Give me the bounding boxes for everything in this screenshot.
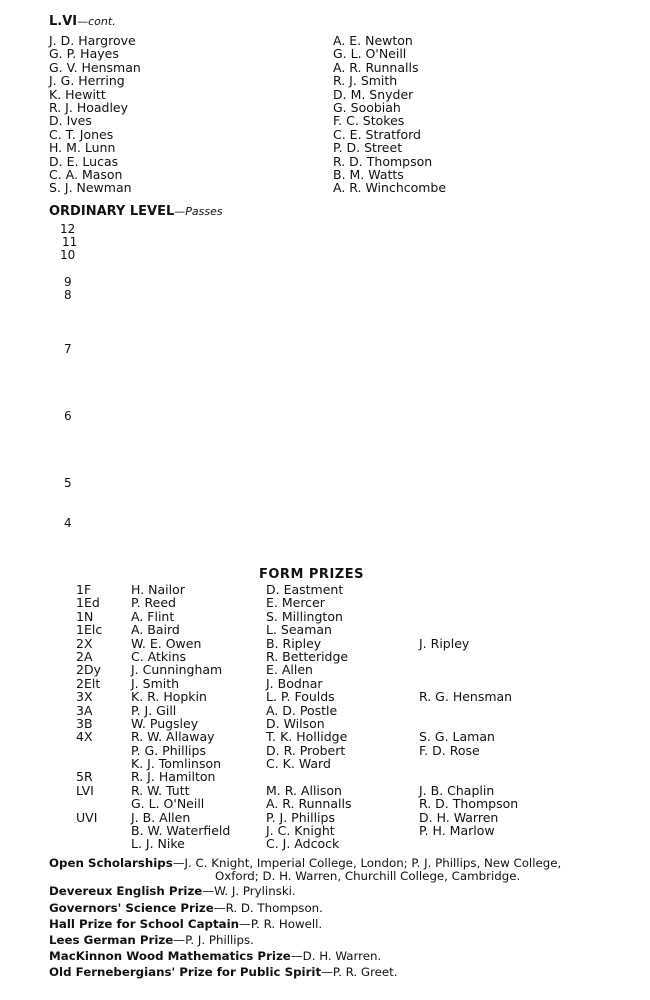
table-cell-form: 1Elc	[76, 622, 103, 638]
lvi-left-column	[49, 34, 141, 195]
prize-line	[49, 885, 296, 898]
table-cell: C. K. Ward	[266, 756, 331, 772]
table-cell: A. D. Postle	[266, 702, 338, 718]
table-cell: R. Betteridge	[266, 648, 349, 664]
table-cell: H. Nailor	[131, 582, 185, 597]
table-cell	[419, 663, 518, 676]
table-cell-form: 1N	[76, 608, 94, 624]
list-item: R. J. Smith	[333, 73, 398, 89]
list-item: G. L. O'Neill	[333, 46, 407, 62]
list-item: S. J. Newman	[49, 180, 132, 196]
table-cell: R. W. Allaway	[131, 729, 215, 745]
table-cell: P. Reed	[131, 595, 176, 611]
table-cell-form	[76, 797, 102, 810]
table-cell: L. P. Foulds	[266, 689, 335, 705]
table-cell	[419, 596, 518, 609]
table-cell-form: 4X	[76, 729, 93, 745]
grade-6: 6	[64, 409, 72, 423]
list-item: C. A. Mason	[49, 166, 123, 182]
grade-7: 7	[64, 342, 72, 356]
list-item: D. Ives	[49, 113, 92, 129]
list-item: P. D. Street	[333, 140, 403, 156]
table-cell-form: 2X	[76, 635, 93, 651]
prize-line	[49, 966, 398, 979]
table-cell	[419, 610, 518, 623]
prize-winner: —P. R. Greet.	[321, 965, 398, 979]
table-cell: E. Allen	[266, 662, 313, 678]
table-cell: E. Mercer	[266, 595, 325, 611]
list-item: A. E. Newton	[333, 33, 413, 48]
lvi-heading-note: —cont.	[77, 15, 116, 28]
table-cell-form: 1Ed	[76, 595, 100, 611]
table-cell: J. Bodnar	[266, 675, 323, 691]
prize-winner: —D. H. Warren.	[290, 949, 382, 963]
table-cell-form	[76, 744, 102, 757]
table-cell-form: 2Elt	[76, 675, 101, 691]
table-cell: S. G. Laman	[419, 729, 495, 745]
prize-label: Governors' Science Prize	[49, 901, 214, 915]
table-cell: R. D. Thompson	[419, 796, 519, 812]
table-cell: D. Eastment	[266, 582, 344, 597]
table-cell: R. W. Tutt	[131, 782, 190, 798]
table-cell: D. R. Probert	[266, 742, 346, 758]
form-column	[76, 583, 102, 851]
grade-10: 10	[60, 248, 76, 262]
table-cell: D. Wilson	[266, 715, 325, 731]
prize-line	[49, 950, 381, 963]
list-item: J. D. Hargrove	[49, 33, 136, 48]
prize-line	[49, 934, 254, 947]
table-cell: J. Cunningham	[131, 662, 223, 678]
prize-label: Devereux English Prize	[49, 884, 203, 898]
table-cell: L. Seaman	[266, 622, 332, 638]
table-cell	[419, 837, 518, 850]
table-cell: W. E. Owen	[131, 635, 202, 651]
table-cell: C. Atkins	[131, 648, 187, 664]
table-cell: J. Ripley	[419, 635, 470, 651]
prize-winner: —P. J. Phillips.	[173, 933, 254, 947]
grade-5: 5	[64, 476, 72, 490]
table-cell: P. G. Phillips	[131, 742, 206, 758]
prize-winner: —P. R. Howell.	[239, 917, 323, 931]
list-item: A. R. Winchcombe	[333, 180, 447, 196]
list-item: G. P. Hayes	[49, 46, 119, 62]
ordinary-level-heading	[49, 204, 223, 219]
table-cell-form: 3X	[76, 689, 93, 705]
list-item: B. M. Watts	[333, 166, 404, 182]
table-cell	[419, 583, 518, 596]
prize-line	[49, 902, 323, 915]
table-cell-form: LVI	[76, 782, 94, 798]
prize-line	[49, 918, 322, 931]
table-cell: B. W. Waterfield	[131, 823, 231, 839]
table-cell-form: 3B	[76, 715, 93, 731]
list-item: R. J. Hoadley	[49, 99, 129, 115]
prize-label: Lees German Prize	[49, 933, 174, 947]
table-cell: P. H. Marlow	[419, 823, 495, 839]
table-cell: M. R. Allison	[266, 782, 342, 798]
list-item: K. Hewitt	[49, 86, 106, 102]
form-prizes-title: FORM PRIZES	[259, 567, 364, 582]
grade-8: 8	[64, 288, 72, 302]
open-scholarships-label: Open Scholarships	[49, 856, 173, 870]
list-item: D. M. Snyder	[333, 86, 414, 102]
prize-winner: —R. D. Thompson.	[213, 901, 323, 915]
table-cell	[419, 704, 518, 717]
table-cell: J. C. Knight	[266, 823, 335, 839]
list-item: D. E. Lucas	[49, 153, 119, 169]
ordinary-level-note: —Passes	[174, 205, 223, 218]
list-item: A. R. Runnalls	[333, 59, 419, 75]
table-cell-form: 2Dy	[76, 662, 101, 678]
table-cell-form: 5R	[76, 769, 93, 785]
table-cell-form	[76, 837, 102, 850]
list-item: G. V. Hensman	[49, 59, 141, 75]
lvi-heading-label: L.VI	[49, 14, 78, 29]
table-cell	[266, 770, 351, 783]
prize-label: MacKinnon Wood Mathematics Prize	[49, 949, 291, 963]
open-scholarships-line-2: Oxford; D. H. Warren, Churchill College, Cambridge.	[215, 869, 521, 883]
table-cell: K. R. Hopkin	[131, 689, 207, 705]
table-cell: G. L. O'Neill	[131, 796, 205, 812]
table-cell: T. K. Hollidge	[266, 729, 348, 745]
table-cell	[419, 623, 518, 636]
prize-column-2	[266, 583, 351, 851]
table-cell-form: 1F	[76, 582, 92, 597]
list-item: J. G. Herring	[49, 73, 125, 89]
table-cell: L. J. Nike	[131, 836, 185, 852]
lvi-heading	[49, 14, 116, 29]
table-cell: P. J. Phillips	[266, 809, 335, 825]
table-cell: C. J. Adcock	[266, 836, 340, 852]
list-item: C. T. Jones	[49, 126, 114, 142]
table-cell	[419, 677, 518, 690]
table-cell: K. J. Tomlinson	[131, 756, 222, 772]
table-cell-form: 2A	[76, 648, 93, 664]
table-cell: P. J. Gill	[131, 702, 177, 718]
table-cell: F. D. Rose	[419, 742, 480, 758]
table-cell: A. Flint	[131, 608, 175, 624]
open-scholarships-text: —J. C. Knight, Imperial College, London; P. J. Phillips, New College,	[172, 856, 562, 870]
prize-label: Old Fernebergians' Prize for Public Spirit	[49, 965, 322, 979]
table-cell: J. B. Chaplin	[419, 782, 495, 798]
table-cell: J. Smith	[131, 675, 180, 691]
table-cell-form: 3A	[76, 702, 93, 718]
lvi-right-column	[333, 34, 446, 195]
table-cell: A. Baird	[131, 622, 180, 638]
grade-12: 12	[60, 222, 76, 236]
prize-column-3	[419, 583, 518, 851]
table-cell-form	[76, 824, 102, 837]
grade-11: 11	[62, 235, 78, 249]
prize-winner: —W. J. Prylinski.	[202, 884, 296, 898]
table-cell	[419, 717, 518, 730]
prize-column-1	[131, 583, 230, 851]
table-cell: R. J. Hamilton	[131, 769, 216, 785]
list-item: G. Soobiah	[333, 99, 401, 115]
table-cell: J. B. Allen	[131, 809, 191, 825]
table-cell: A. R. Runnalls	[266, 796, 352, 812]
prize-label: Hall Prize for School Captain	[49, 917, 240, 931]
list-item: R. D. Thompson	[333, 153, 433, 169]
table-cell-form	[76, 757, 102, 770]
table-cell: B. Ripley	[266, 635, 322, 651]
list-item: C. E. Stratford	[333, 126, 421, 142]
ordinary-level-label: ORDINARY LEVEL	[49, 204, 175, 219]
table-cell-form: UVI	[76, 809, 98, 825]
table-cell	[419, 757, 518, 770]
table-cell: S. Millington	[266, 608, 343, 624]
table-cell: D. H. Warren	[419, 809, 499, 825]
table-cell	[419, 770, 518, 783]
grade-9: 9	[64, 275, 72, 289]
table-cell: R. G. Hensman	[419, 689, 513, 705]
table-cell: W. Pugsley	[131, 715, 199, 731]
table-cell	[419, 650, 518, 663]
list-item: H. M. Lunn	[49, 140, 116, 156]
list-item: F. C. Stokes	[333, 113, 405, 129]
grade-4: 4	[64, 516, 72, 530]
